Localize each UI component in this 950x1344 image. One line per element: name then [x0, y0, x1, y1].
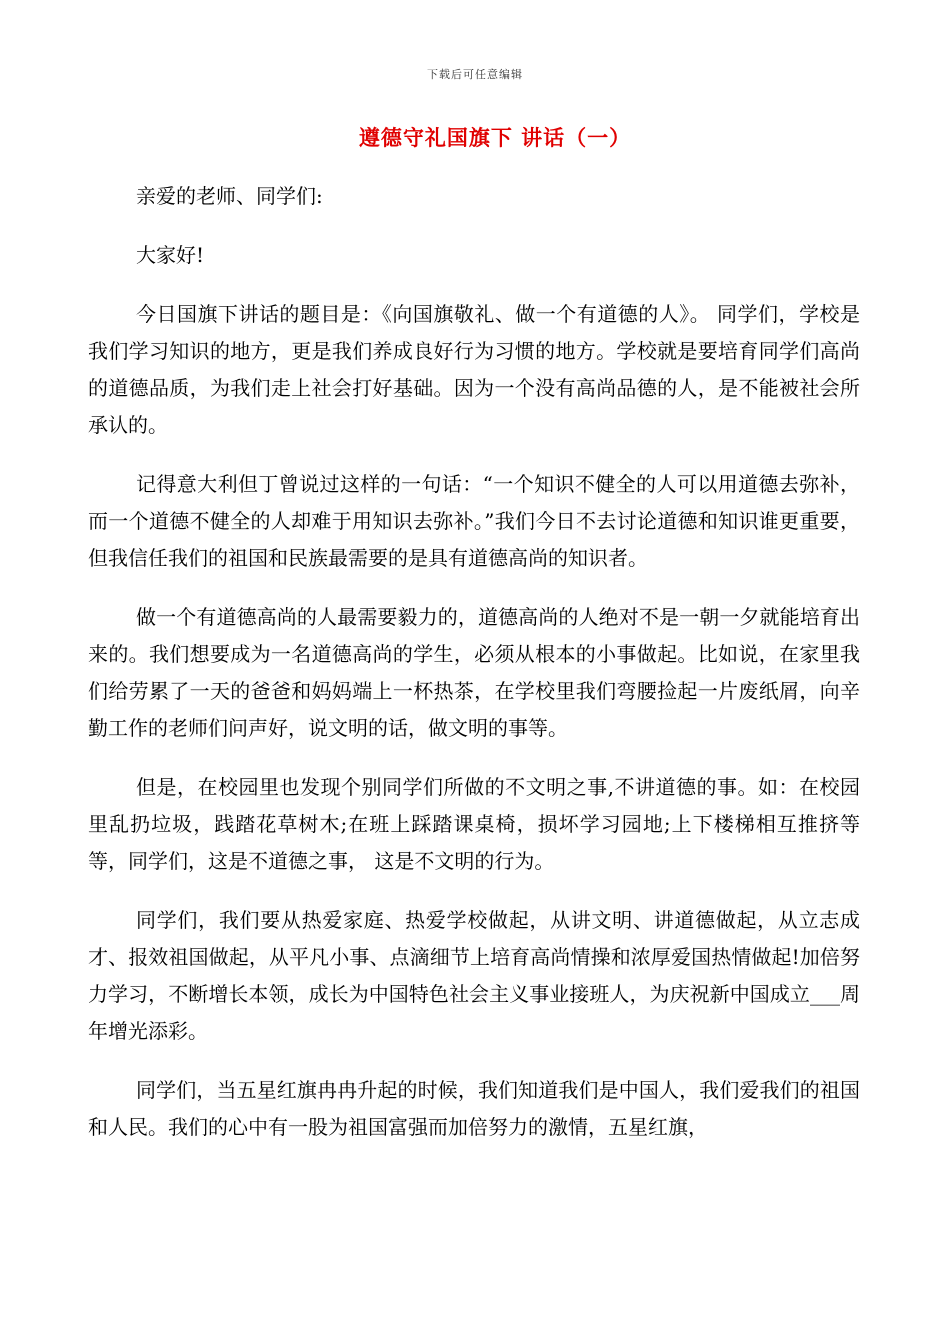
- greeting: 大家好!: [136, 243, 205, 267]
- document-title: 遵德守礼国旗下 讲话（一）: [358, 125, 632, 150]
- paragraph-dante-quote: 记得意大利但丁曾说过这样的一句话：“一个知识不健全的人可以用道德去弥补，而一个道德不健全的人却难于用知识去弥补。”我们今日不去讨论道德和知识谁更重要，但我信任我们的祖国和民族最需要的是具有道德高尚的知识者。: [88, 472, 860, 570]
- salutation: 亲爱的老师、同学们:: [136, 184, 323, 208]
- paragraph-perseverance: 做一个有道德高尚的人最需要毅力的，道德高尚的人绝对不是一朝一夕就能培育出来的。我们想要成为一名道德高尚的学生，必须从根本的小事做起。比如说，在家里我们给劳累了一天的爸爸和妈妈端上一杯热茶，在学校里我们弯腰捡起一片废纸屑，向辛勤工作的老师们问声好，说文明的话，做文明的事等。: [88, 605, 860, 740]
- document-body: [88, 178, 860, 1168]
- header-note: 下载后可任意编辑: [427, 68, 523, 81]
- paragraph-call-to-action: 同学们，我们要从热爱家庭、热爱学校做起，从讲文明、讲道德做起，从立志成才、报效祖国做起，从平凡小事、点滴细节上培育高尚情操和浓厚爱国热情做起!加倍努力学习，不断增长本领，成长为中国特色社会主义事业接班人，为庆祝新中国成立___周年增光添彩。: [88, 908, 860, 1043]
- paragraph-flag-raising: 同学们，当五星红旗冉冉升起的时候，我们知道我们是中国人，我们爱我们的祖国和人民。我们的心中有一股为祖国富强而加倍努力的激情，五星红旗，: [88, 1078, 860, 1139]
- paragraph-topic: 今日国旗下讲话的题目是：《向国旗敬礼、做一个有道德的人》。 同学们，学校是我们学习知识的地方，更是我们养成良好行为习惯的地方。学校就是要培育同学们高尚的道德品质，为我们走上社会打好基础。因为一个没有高尚品德的人，是不能被社会所承认的。: [88, 302, 860, 437]
- paragraph-bad-behavior: 但是，在校园里也发现个别同学们所做的不文明之事,不讲道德的事。如：在校园里乱扔垃圾，践踏花草树木;在班上踩踏课桌椅，损坏学习园地;上下楼梯相互推挤等等，同学们，这是不道德之事， 这是不文明的行为。: [88, 775, 860, 873]
